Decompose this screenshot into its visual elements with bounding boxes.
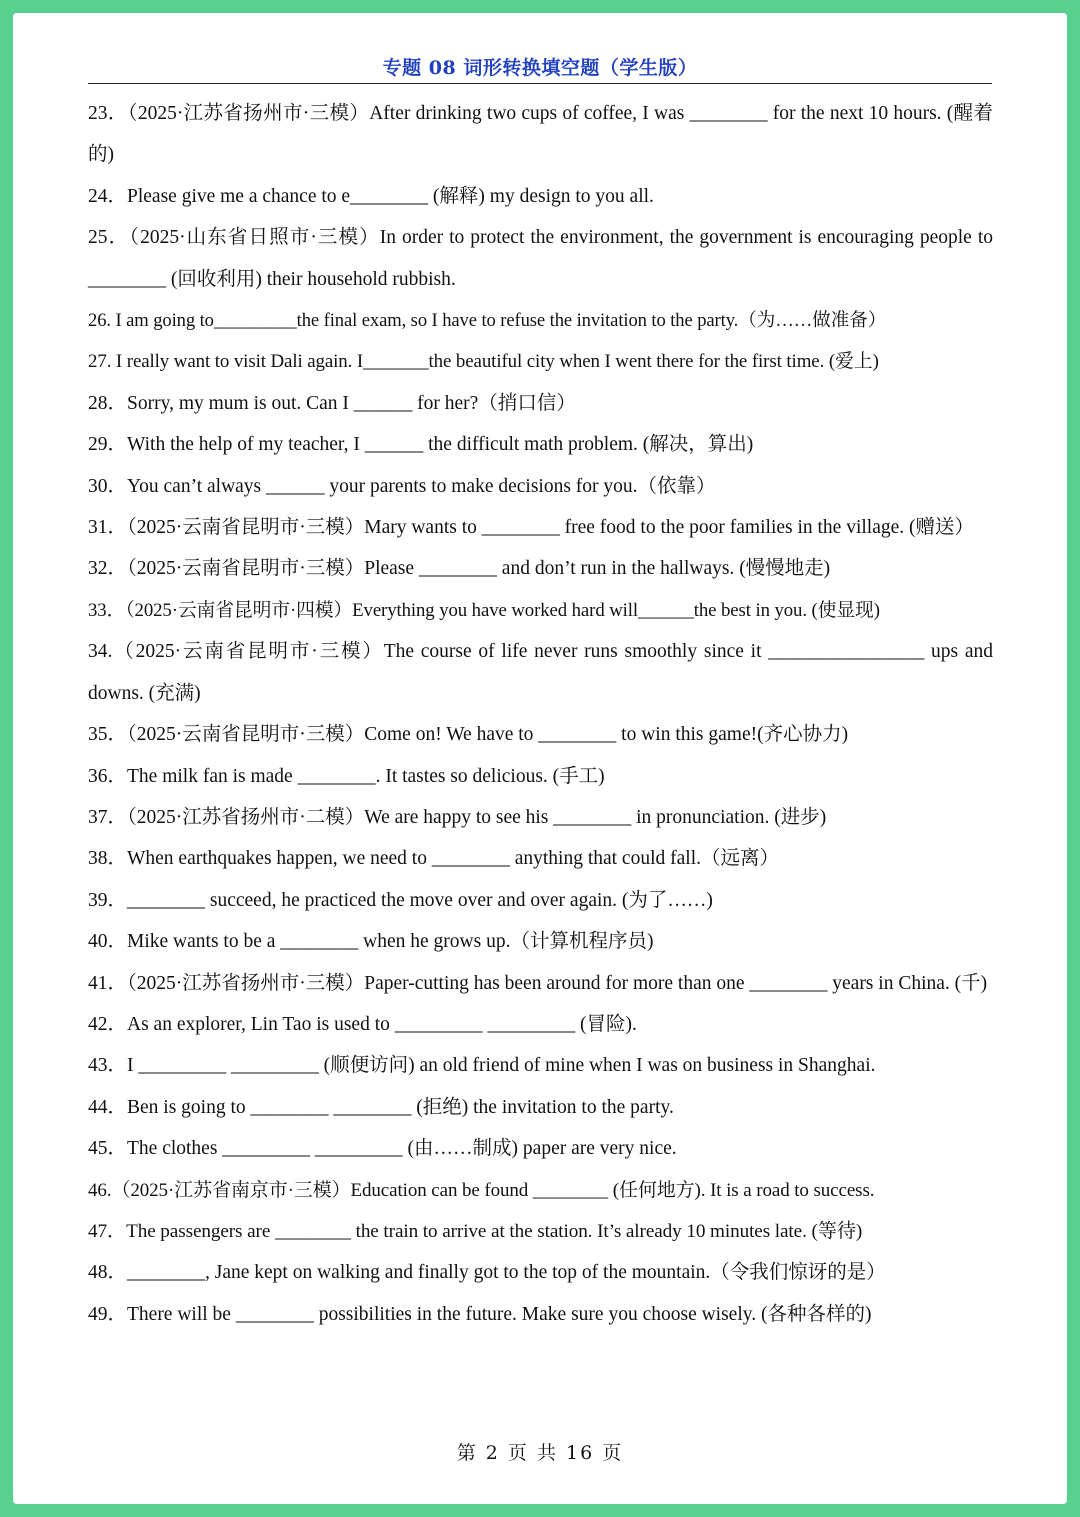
question-46: 46.（2025·江苏省南京市·三模）Education can be found ________ (任何地方). It is a road to success. bbox=[88, 1179, 875, 1201]
question-27: 27. I really want to visit Dali again. I_______the beautiful city when I went there for the first time. (爱上) bbox=[88, 351, 879, 373]
question-29: 29．With the help of my teacher, I ______ the difficult math problem. (解决，算出) bbox=[88, 434, 754, 456]
question-47: 47．The passengers are ________ the train to arrive at the station. It’s already 10 minutes late. (等待) bbox=[88, 1220, 863, 1242]
question-49: 49．There will be ________ possibilities in the future. Make sure you choose wisely. (各种各样的) bbox=[88, 1303, 872, 1325]
question-list bbox=[88, 93, 993, 1335]
question-35: 35．（2025·云南省昆明市·三模）Come on! We have to ________ to win this game!(齐心协力) bbox=[88, 724, 849, 746]
question-26: 26. I am going to_________the final exam, so I have to refuse the invitation to the party.（为……做准备） bbox=[88, 310, 887, 332]
worksheet-page bbox=[13, 13, 1067, 1504]
page-number: 第 2 页 共 16 页 bbox=[456, 1442, 624, 1464]
question-45: 45．The clothes _________ _________ (由……制成) paper are very nice. bbox=[88, 1138, 677, 1160]
question-25: 25．（2025·山东省日照市·三模）In order to protect the environment, the government is encouraging people to ________ (回收利用) their household rubbish. bbox=[88, 227, 993, 290]
question-34: 34.（2025·云南省昆明市·三模）The course of life never runs smoothly since it ________________ ups and downs. (充满) bbox=[88, 641, 993, 704]
question-32: 32．（2025·云南省昆明市·三模）Please ________ and don’t run in the hallways. (慢慢地走) bbox=[88, 558, 831, 580]
question-28: 28．Sorry, my mum is out. Can I ______ for her?（捎口信） bbox=[88, 392, 576, 414]
page-title: 专题 08 词形转换填空题（学生版） bbox=[382, 57, 698, 79]
question-23: 23．（2025·江苏省扬州市·三模）After drinking two cups of coffee, I was ________ for the next 10 hours. (醒着的) bbox=[88, 103, 993, 166]
question-43: 43．I _________ _________ (顺便访问) an old friend of mine when I was on business in Shanghai. bbox=[88, 1055, 876, 1077]
question-42: 42．As an explorer, Lin Tao is used to _________ _________ (冒险). bbox=[88, 1013, 637, 1035]
question-48: 48．________, Jane kept on walking and finally got to the top of the mountain.（令我们惊讶的是） bbox=[88, 1262, 886, 1284]
question-36: 36．The milk fan is made ________. It tastes so delicious. (手工) bbox=[88, 765, 605, 787]
question-24: 24．Please give me a chance to e________ (解释) my design to you all. bbox=[88, 185, 654, 207]
question-40: 40．Mike wants to be a ________ when he grows up.（计算机程序员) bbox=[88, 931, 654, 953]
question-41: 41．（2025·江苏省扬州市·三模）Paper-cutting has been around for more than one ________ years in China. (千) bbox=[88, 972, 988, 994]
question-38: 38．When earthquakes happen, we need to ________ anything that could fall.（远离） bbox=[88, 848, 779, 870]
question-31: 31．（2025·云南省昆明市·三模）Mary wants to ________ free food to the poor families in the village. (赠送） bbox=[88, 517, 975, 539]
question-44: 44．Ben is going to ________ ________ (拒绝) the invitation to the party. bbox=[88, 1096, 674, 1118]
header-divider bbox=[88, 83, 992, 84]
question-30: 30．You can’t always ______ your parents to make decisions for you.（依靠） bbox=[88, 475, 716, 497]
question-39: 39．________ succeed, he practiced the move over and over again. (为了……) bbox=[88, 889, 713, 911]
question-37: 37．（2025·江苏省扬州市·二模）We are happy to see his ________ in pronunciation. (进步) bbox=[88, 806, 827, 828]
question-33: 33．（2025·云南省昆明市·四模）Everything you have worked hard will______the best in you. (使显现) bbox=[88, 599, 880, 621]
